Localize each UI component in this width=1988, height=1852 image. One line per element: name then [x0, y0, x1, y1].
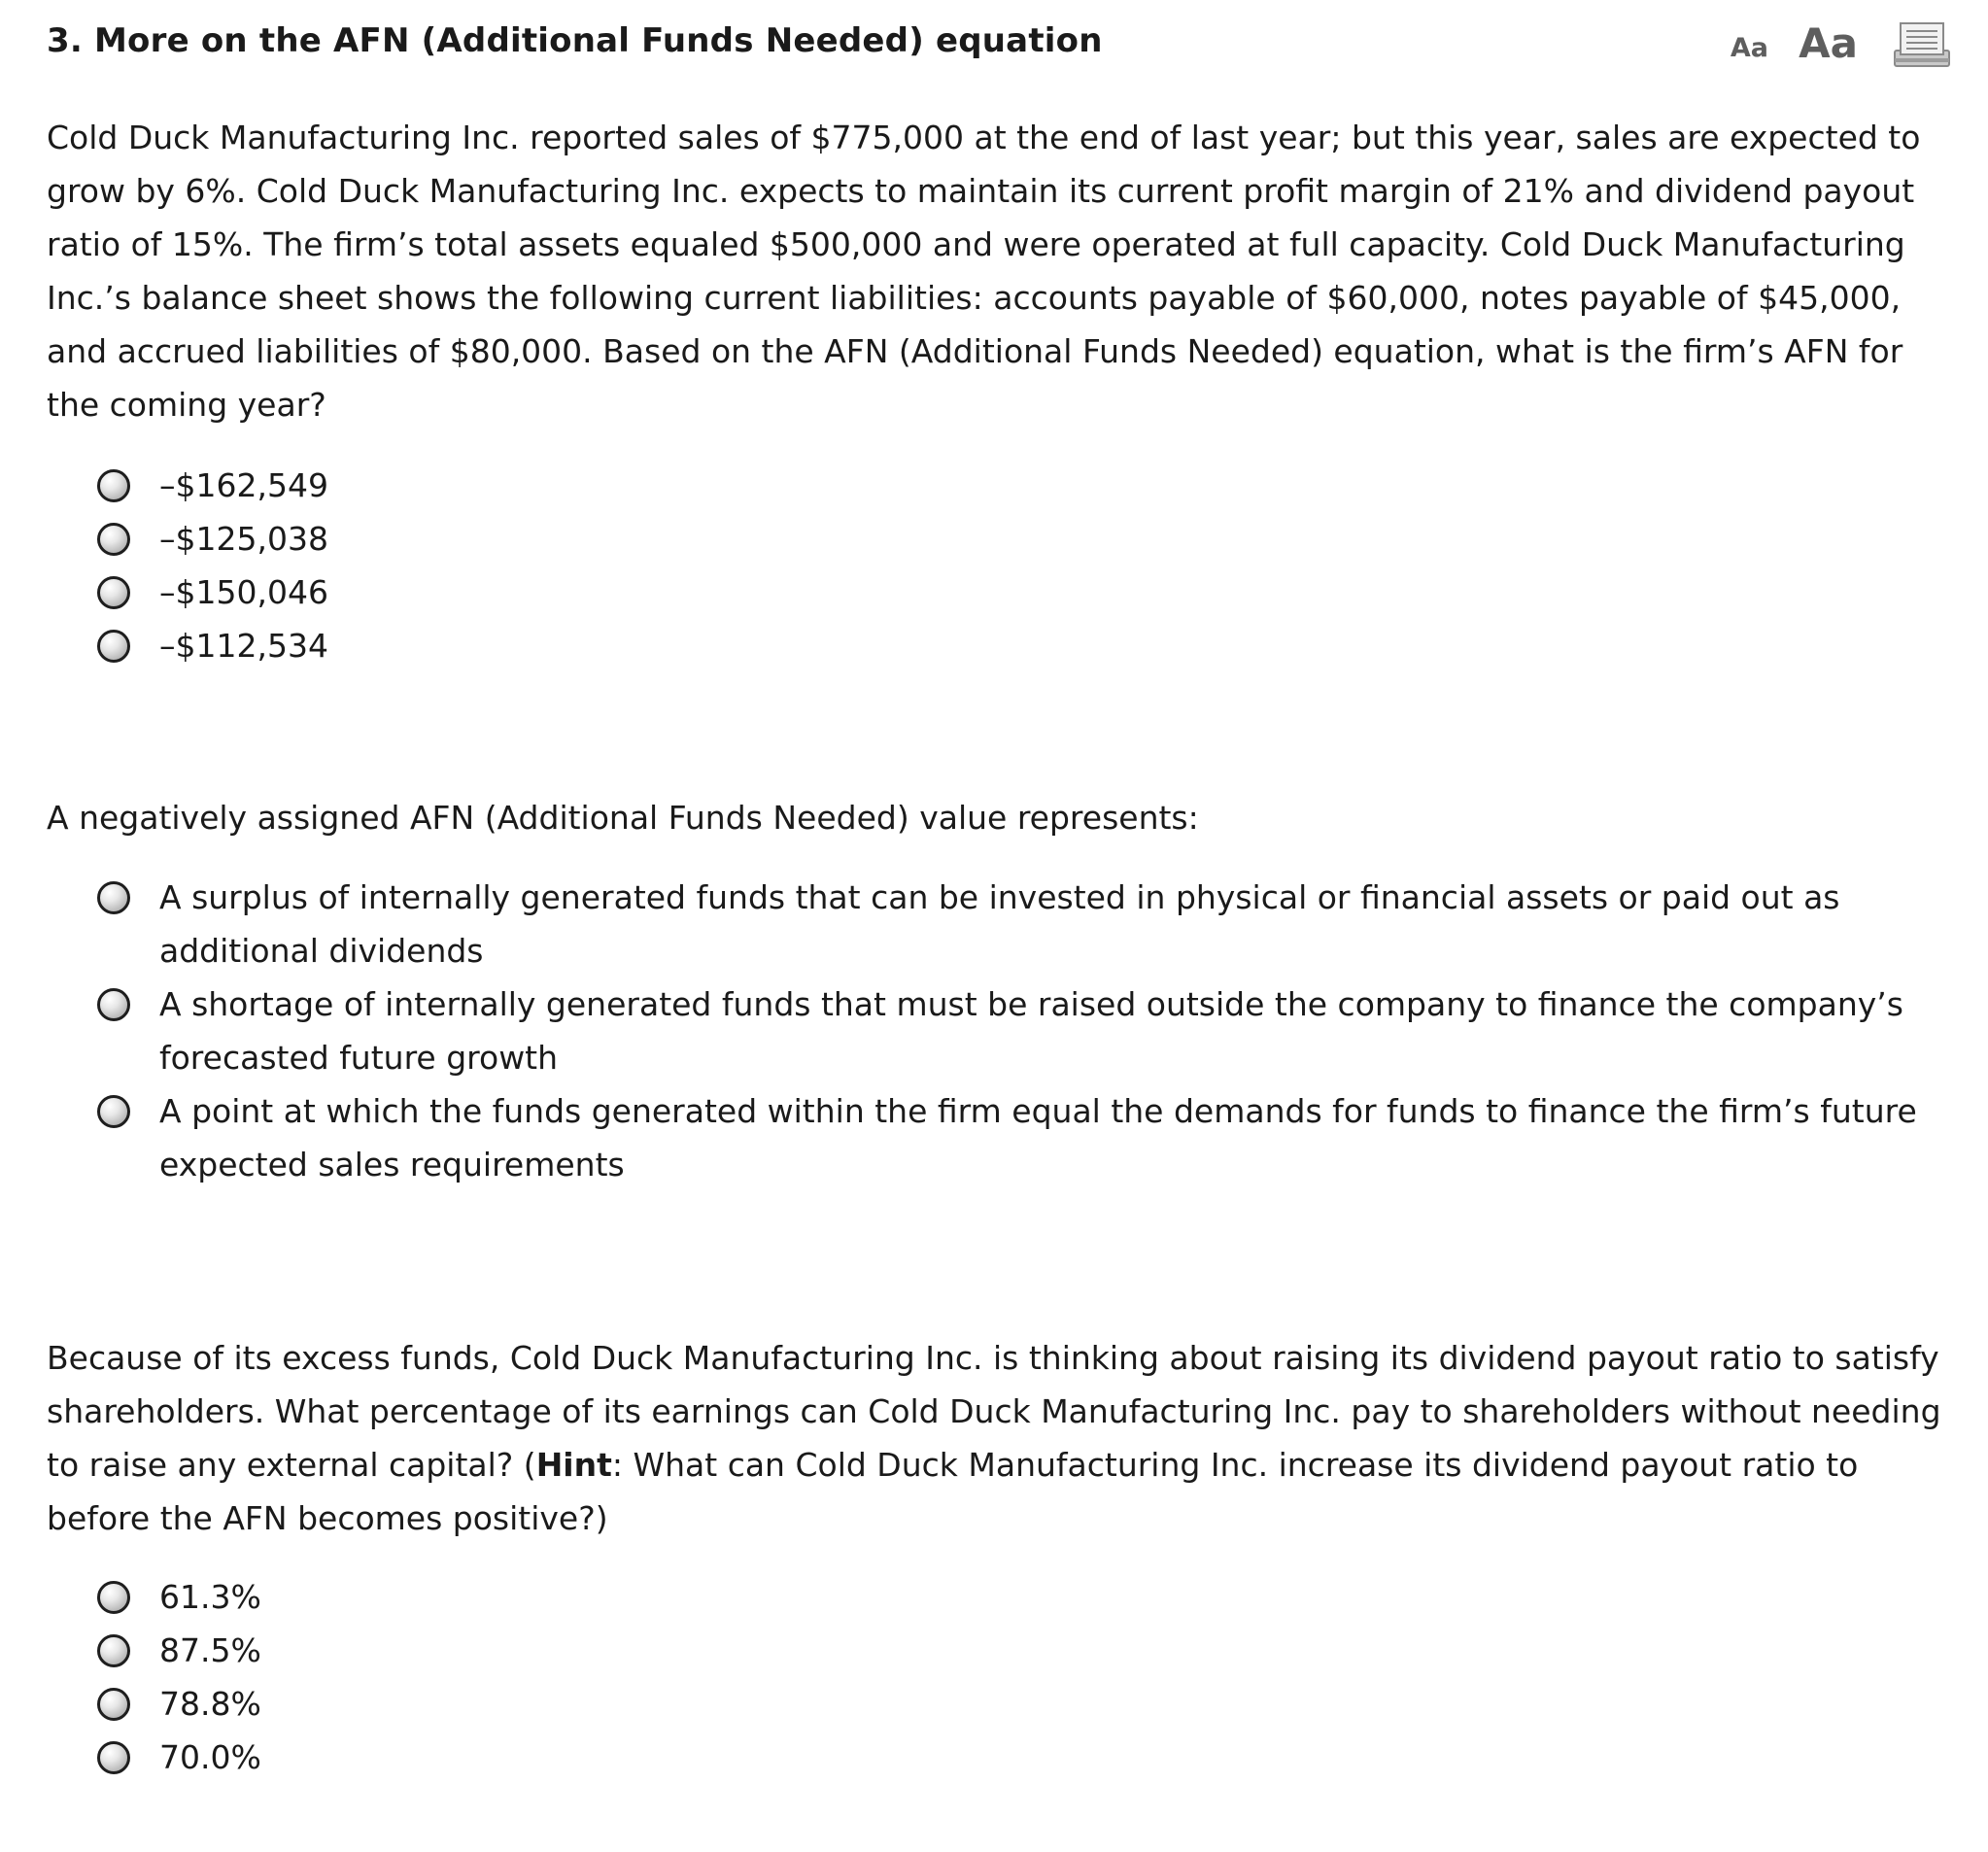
question-2-options [97, 871, 1943, 1191]
increase-font-size-button[interactable]: Aa [1799, 19, 1858, 67]
option-label: –$125,038 [159, 520, 328, 558]
question-3-options [97, 1570, 1943, 1784]
option-label: –$150,046 [159, 573, 328, 611]
answer-option[interactable] [97, 459, 1943, 512]
radio-button-icon[interactable] [97, 1581, 130, 1614]
question-title: 3. More on the AFN (Additional Funds Needed) equation [47, 21, 1103, 60]
answer-option[interactable] [97, 977, 1943, 1084]
radio-button-icon[interactable] [97, 630, 130, 663]
radio-button-icon[interactable] [97, 576, 130, 609]
radio-button-icon[interactable] [97, 1688, 130, 1721]
answer-option[interactable] [97, 619, 1943, 672]
question-1-options [97, 459, 1943, 672]
option-label: A surplus of internally generated funds that can be invested in physical or financial assets or paid out as additional dividends [159, 878, 1840, 970]
option-label: A shortage of internally generated funds that must be raised outside the company to finance the company’s forecasted future growth [159, 985, 1903, 1077]
print-icon[interactable] [1893, 21, 1951, 68]
question-3-prompt [47, 1331, 1961, 1545]
radio-button-icon[interactable] [97, 1095, 130, 1128]
option-label: 61.3% [159, 1578, 261, 1616]
option-label: –$112,534 [159, 627, 328, 665]
answer-option[interactable] [97, 1677, 1943, 1731]
radio-button-icon[interactable] [97, 1741, 130, 1774]
option-label: 78.8% [159, 1685, 261, 1723]
option-label: A point at which the funds generated within the firm equal the demands for funds to finance the firm’s future expected sales requirements [159, 1092, 1917, 1183]
answer-option[interactable] [97, 1624, 1943, 1677]
hint-label: Hint [535, 1446, 612, 1484]
radio-button-icon[interactable] [97, 523, 130, 556]
answer-option[interactable] [97, 512, 1943, 566]
option-label: 70.0% [159, 1738, 261, 1776]
question-3-text-after-hint: : What can Cold Duck Manufacturing Inc. increase its dividend payout ratio to before the AFN becomes positive?) [47, 1446, 1859, 1537]
radio-button-icon[interactable] [97, 469, 130, 502]
decrease-font-size-button[interactable]: Aa [1730, 33, 1768, 63]
question-2-prompt: A negatively assigned AFN (Additional Funds Needed) value represents: [47, 799, 1199, 837]
header [47, 21, 1951, 80]
option-label: –$162,549 [159, 466, 328, 504]
radio-button-icon[interactable] [97, 1634, 130, 1667]
answer-option[interactable] [97, 1084, 1943, 1191]
radio-button-icon[interactable] [97, 988, 130, 1021]
answer-option[interactable] [97, 871, 1943, 977]
answer-option[interactable] [97, 566, 1943, 619]
option-label: 87.5% [159, 1631, 261, 1669]
radio-button-icon[interactable] [97, 881, 130, 914]
answer-option[interactable] [97, 1731, 1943, 1784]
question-1-prompt: Cold Duck Manufacturing Inc. reported sales of $775,000 at the end of last year; but this year, sales are expected to grow by 6%. Cold Duck Manufacturing Inc. expects to maintain its current profit margin of 21% and dividend payout ratio of 15%. The firm’s total assets equaled $500,000 and were operated at full capacity. Cold Duck Manufacturing Inc.’s balance sheet shows the following current liabilities: accounts payable of $60,000, notes payable of $45,000, and accrued liabilities of $80,000. Based on the AFN (Additional Funds Needed) equation, what is the firm’s AFN for the coming year? [47, 119, 1921, 424]
answer-option[interactable] [97, 1570, 1943, 1624]
question-3-text-before-hint: Because of its excess funds, Cold Duck Manufacturing Inc. is thinking about raising its dividend payout ratio to satisfy shareholders. What percentage of its earnings can Cold Duck Manufacturing Inc. pay to shareholders without needing to raise any external capital? ( [47, 1339, 1941, 1484]
